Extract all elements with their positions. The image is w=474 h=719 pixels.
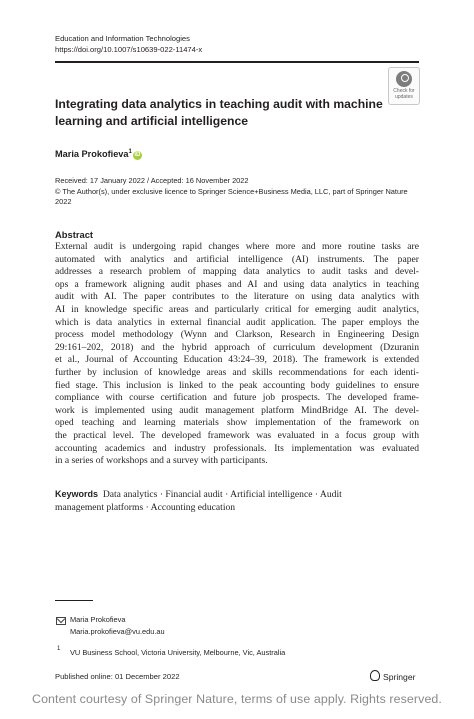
springer-horse-icon — [370, 670, 380, 681]
author-line — [55, 146, 142, 160]
abstract-line: 29:161–202, 2018) and the hybrid approach of curriculum development (Dzuranin — [55, 341, 419, 353]
contact-name: Maria Prokofieva — [70, 615, 126, 624]
abstract-line: audit with AI. The paper contributes to the literature on using data analytics with — [55, 291, 419, 303]
author-name[interactable]: Maria Prokofieva — [55, 149, 129, 160]
title-line: learning and artificial intelligence — [55, 113, 249, 128]
header-rule — [55, 61, 419, 63]
footnote-rule — [55, 600, 93, 601]
copyright-line: © The Author(s), under exclusive licence to Springer Science+Business Media, LLC, part of Springer Nature — [55, 186, 408, 196]
envelope-icon — [56, 617, 66, 625]
paper-title — [55, 96, 395, 129]
title-line: Integrating data analytics in teaching audit with machine — [55, 97, 383, 111]
abstract-line: further by inclusion of knowledge areas and skills recommendations for each identi- — [55, 366, 419, 378]
affiliation-text: VU Business School, Victoria University, Melbourne, Vic, Australia — [70, 648, 286, 657]
check-updates-line1: Check for — [393, 88, 415, 94]
abstract-line: accounting academics and industry professionals. Its implementation was evaluated — [55, 442, 419, 454]
contact-email[interactable]: Maria.prokofieva@vu.edu.au — [70, 627, 165, 636]
abstract-line: oped teaching and learning materials show implementation of the framework on — [55, 417, 419, 429]
abstract-line: AI in knowledge specific areas and particularly critical for emerging audit analytics, — [55, 303, 419, 315]
abstract-line: addresses a research problem of mapping data analytics to audit tasks and devel- — [55, 266, 419, 278]
abstract-line: et al., Journal of Accounting Education 43:24–39, 2018). The framework is extended — [55, 354, 419, 366]
abstract-line: the practical level. The developed framework was evaluated in a focus group with — [55, 429, 419, 441]
abstract-heading: Abstract — [55, 229, 94, 240]
copyright-year: 2022 — [55, 197, 72, 206]
abstract-line: work is implemented using audit management platform MindBridge AI. The devel- — [55, 404, 419, 416]
abstract-line: compliance with course certification and future job prospects. The developed frame- — [55, 392, 419, 404]
keywords-block — [55, 488, 419, 514]
abstract-line: automated with analytics and artificial intelligence (AI) instruments. The paper — [55, 253, 419, 265]
keywords-label: Keywords — [55, 489, 99, 499]
check-updates-line2: updates — [395, 94, 413, 100]
affiliation-number: 1 — [57, 646, 61, 652]
dates-block — [55, 176, 425, 208]
abstract-body — [55, 241, 419, 468]
check-updates-icon — [396, 71, 412, 87]
received-accepted: Received: 17 January 2022 / Accepted: 16 November 2022 — [55, 176, 249, 185]
corresponding-contact — [70, 614, 165, 638]
publisher-logo — [370, 670, 415, 682]
courtesy-watermark: Content courtesy of Springer Nature, terms of use apply. Rights reserved. — [32, 692, 442, 706]
journal-doi[interactable]: https://doi.org/10.1007/s10639-022-11474-x — [55, 45, 203, 54]
orcid-icon[interactable]: iD — [134, 152, 141, 159]
published-date: Published online: 01 December 2022 — [55, 672, 180, 681]
keywords-list: Data analytics · Financial audit · Artificial intelligence · Audit — [102, 489, 342, 500]
keywords-list-cont: management platforms · Accounting education — [55, 501, 236, 513]
publisher-name: Springer — [383, 672, 416, 682]
abstract-line: in a series of workshops and a survey with participants. — [55, 455, 268, 467]
journal-name: Education and Information Technologies — [55, 34, 190, 43]
abstract-line: process model methodology (Wynn and Clarkson, Research in Engineering Design — [55, 329, 419, 341]
abstract-line: which is data analytics in external financial audit application. The paper employs the — [55, 316, 419, 328]
affiliation-mark: 1 — [128, 149, 132, 155]
abstract-line: fied stage. This inclusion is linked to the peak accounting body guidelines to ensure — [55, 379, 419, 391]
journal-header — [55, 33, 202, 55]
abstract-line: ops a framework aligning audit phases and AI and using data analytics in teaching — [55, 278, 419, 290]
abstract-line: External audit is undergoing rapid changes where more and more routine tasks are — [55, 241, 419, 252]
